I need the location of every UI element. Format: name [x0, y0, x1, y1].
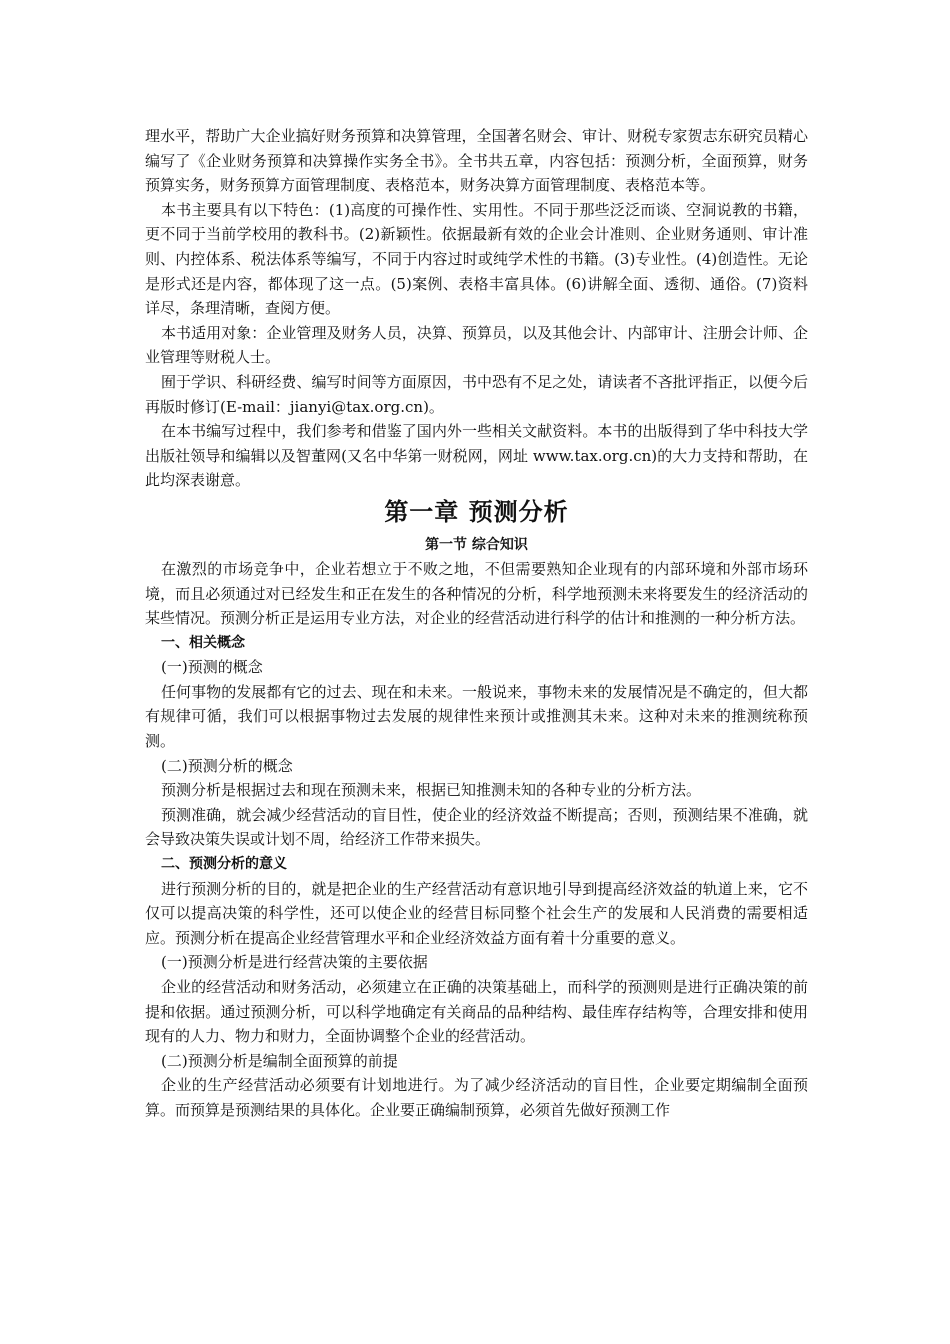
intro-paragraph-4: 囿于学识、科研经费、编写时间等方面原因，书中恐有不足之处，请读者不吝批评指正，以便今后再版时修订(E-mail：jianyi@tax.org.cn)。 [145, 372, 808, 416]
document-page [145, 124, 808, 1123]
subheading-budget-premise: (二)预测分析是编制全面预算的前提 [161, 1051, 398, 1070]
paragraph-forecast-concept: 任何事物的发展都有它的过去、现在和未来。一般说来，事物未来的发展情况是不确定的，但大都有规律可循，我们可以根据事物过去发展的规律性来预计或推测其未来。这种对未来的推测统称预测。 [145, 682, 808, 751]
paragraph-decision-basis: 企业的经营活动和财务活动，必须建立在正确的决策基础上，而科学的预测则是进行正确决策的前提和依据。通过预测分析，可以科学地确定有关商品的品种结构、最佳库存结构等，合理安排和使用现有的人力、物力和财力，全面协调整个企业的经营活动。 [145, 978, 808, 1046]
paragraph-forecast-accuracy: 预测准确，就会减少经营活动的盲目性，使企业的经济效益不断提高；否则，预测结果不准确，就会导致决策失误或计划不周，给经济工作带来损失。 [145, 805, 808, 849]
section-intro-paragraph: 在激烈的市场竞争中，企业若想立于不败之地，不但需要熟知企业现有的内部环境和外部市场环境，而且必须通过对已经发生和正在发生的各种情况的分析，科学地预测未来将要发生的经济活动的某些情况。预测分析正是运用专业方法，对企业的经营活动进行科学的估计和推测的一种分析方法。 [145, 559, 808, 628]
heading-related-concepts: 一、相关概念 [161, 634, 245, 651]
intro-paragraph-2: 本书主要具有以下特色：(1)高度的可操作性、实用性。不同于那些泛泛而谈、空洞说教的书籍，更不同于当前学校用的教科书。(2)新颖性。依据最新有效的企业会计准则、企业财务通则、审计准则、内控体系、税法体系等编写，不同于内容过时或纯学术性的书籍。(3)专业性。(4)创造性。无论是形式还是内容，都体现了这一点。(5)案例、表格丰富具体。(6)讲解全面、透彻、通俗。(7)资料详尽，条理清晰，查阅方便。 [145, 200, 808, 318]
chapter-title: 第一章 预测分析 [384, 497, 569, 526]
paragraph-budget-premise: 企业的生产经营活动必须要有计划地进行。为了减少经济活动的盲目性，企业要定期编制全面预算。而预算是预测结果的具体化。企业要正确编制预算，必须首先做好预测工作 [145, 1076, 808, 1119]
paragraph-forecast-analysis-definition: 预测分析是根据过去和现在预测未来，根据已知推测未知的各种专业的分析方法。 [161, 781, 702, 800]
intro-paragraph-5: 在本书编写过程中，我们参考和借鉴了国内外一些相关文献资料。本书的出版得到了华中科技大学出版社领导和编辑以及智董网(又名中华第一财税网，网址 www.tax.org.cn)的大力支持和帮助，在此均深表谢意。 [145, 422, 808, 490]
intro-paragraph-1: 理水平，帮助广大企业搞好财务预算和决算管理，全国著名财会、审计、财税专家贺志东研究员精心编写了《企业财务预算和决算操作实务全书》。全书共五章，内容包括：预测分析，全面预算，财务预算实务，财务预算方面管理制度、表格范本，财务决算方面管理制度、表格范本等。 [145, 127, 808, 195]
subheading-decision-basis: (一)预测分析是进行经营决策的主要依据 [161, 953, 428, 972]
subheading-forecast-analysis-concept: (二)预测分析的概念 [161, 756, 293, 775]
paragraph-significance: 进行预测分析的目的，就是把企业的生产经营活动有意识地引导到提高经济效益的轨道上来，它不仅可以提高决策的科学性，还可以使企业的经营目标同整个社会生产的发展和人民消费的需要相适应。预测分析在提高企业经营管理水平和企业经济效益方面有着十分重要的意义。 [145, 879, 808, 947]
heading-significance: 二、预测分析的意义 [161, 856, 287, 873]
subheading-forecast-concept: (一)预测的概念 [161, 658, 263, 677]
section-title: 第一节 综合知识 [425, 536, 528, 553]
intro-paragraph-3: 本书适用对象：企业管理及财务人员，决算、预算员，以及其他会计、内部审计、注册会计师、企业管理等财税人士。 [145, 323, 808, 367]
